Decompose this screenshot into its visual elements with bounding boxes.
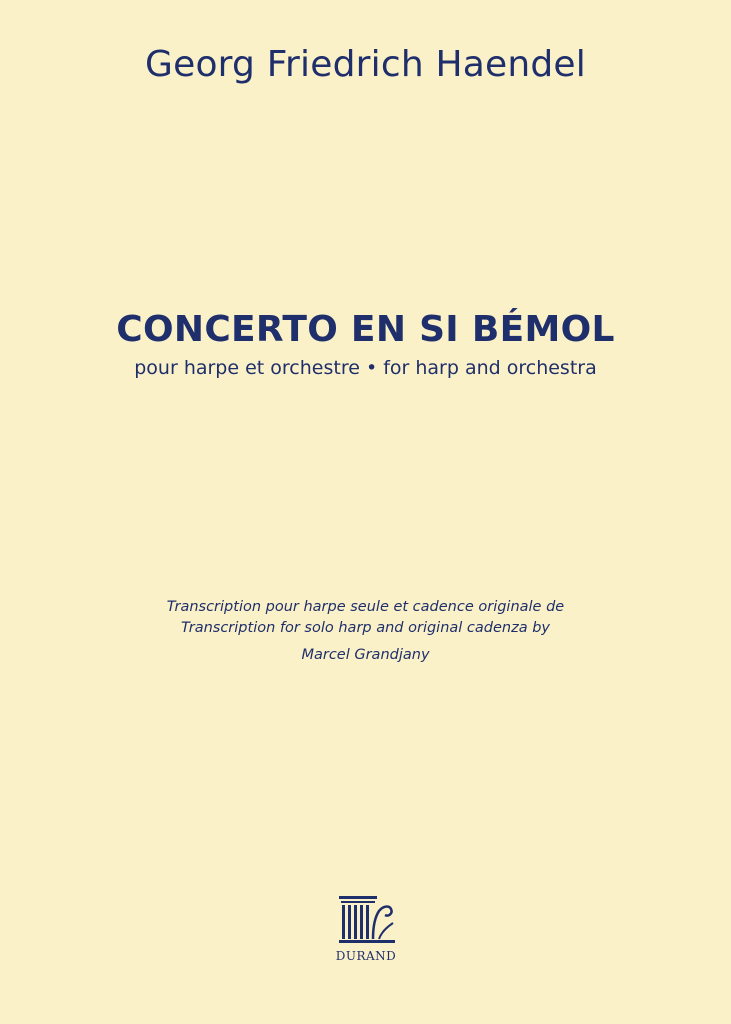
credits-block bbox=[0, 597, 731, 666]
publisher-name: DURAND bbox=[335, 949, 397, 963]
arranger-name: Marcel Grandjany bbox=[301, 647, 430, 663]
work-title: CONCERTO EN SI BÉMOL bbox=[116, 309, 615, 350]
credit-french: Transcription pour harpe seule et cadence originale de bbox=[166, 599, 565, 615]
durand-colonnade-logo-icon bbox=[331, 893, 401, 949]
work-subtitle: pour harpe et orchestre • for harp and orchestra bbox=[134, 357, 597, 379]
credit-english: Transcription for solo harp and original cadenza by bbox=[181, 620, 550, 636]
composer-name: Georg Friedrich Haendel bbox=[145, 44, 586, 85]
publisher-logo bbox=[331, 893, 401, 973]
